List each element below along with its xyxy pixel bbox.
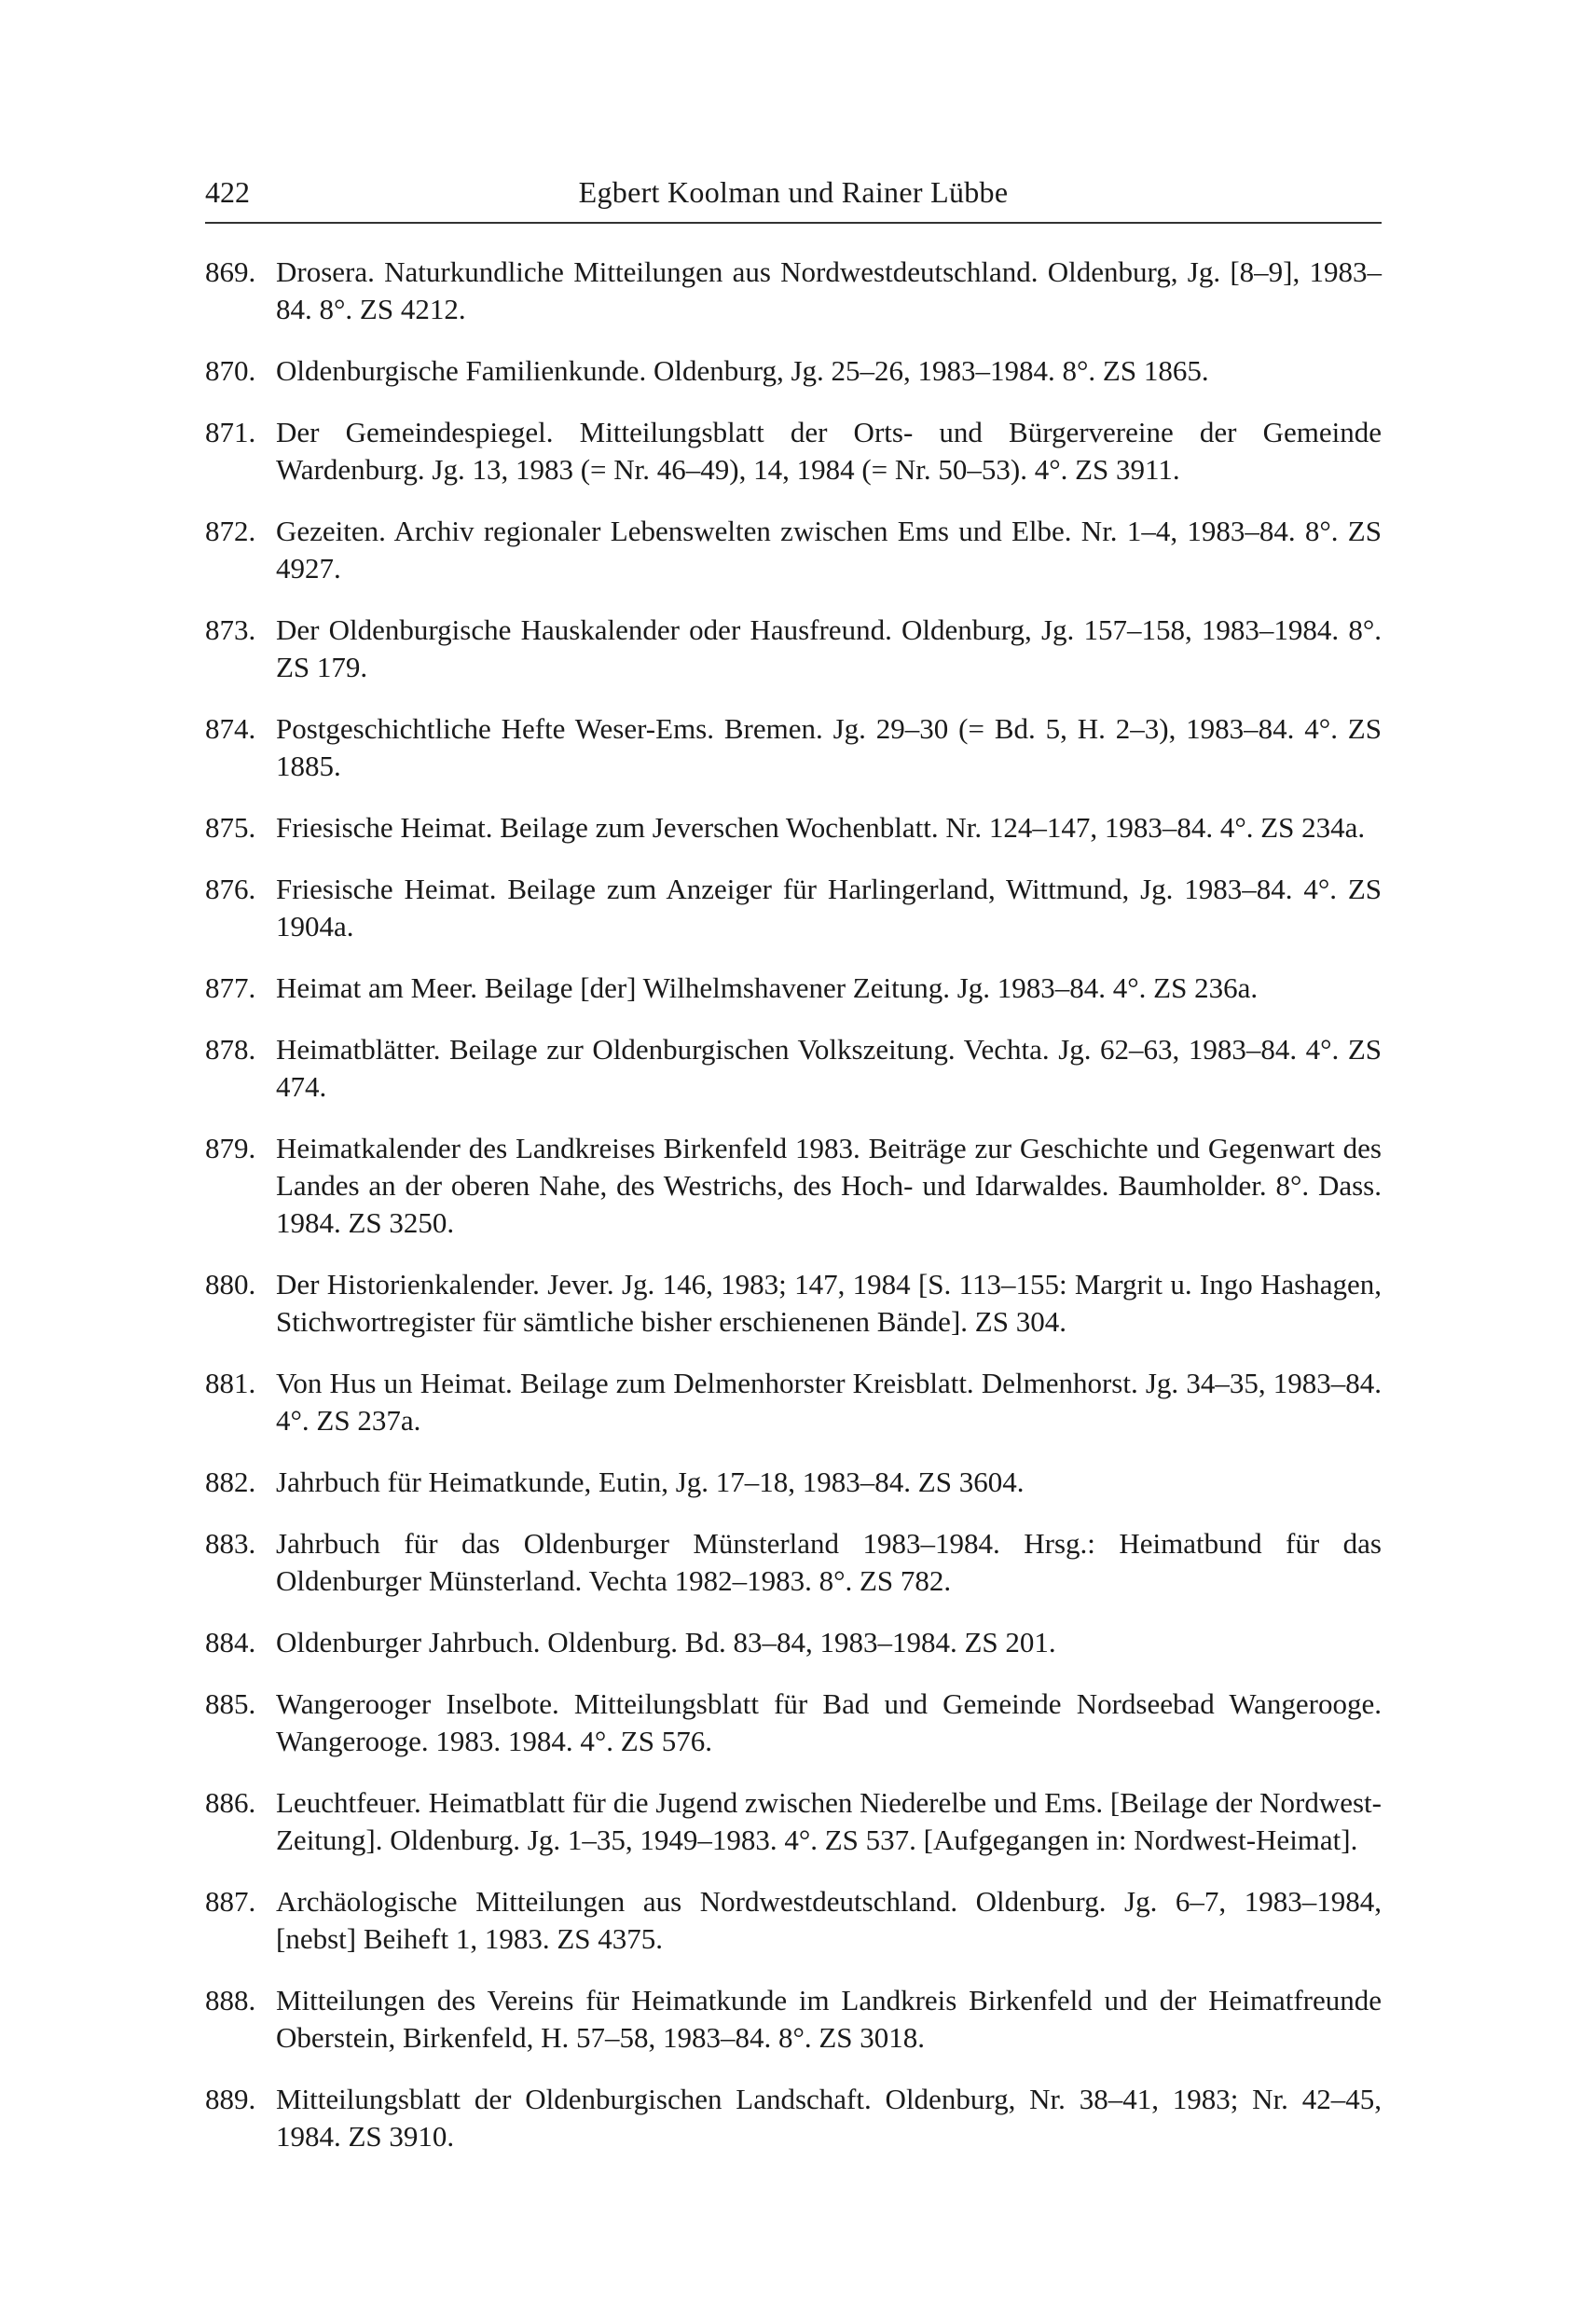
bibliography-entry	[205, 1365, 1382, 1439]
entry-text: Mitteilungen des Vereins für Heimatkunde im Landkreis Birkenfeld und der Heimatfreunde Oberstein, Birkenfeld, H. 57–58, 1983–84. 8°. ZS 3018.	[276, 1984, 1382, 2054]
entry-text: Von Hus un Heimat. Beilage zum Delmenhorster Kreisblatt. Delmenhorst. Jg. 34–35, 1983–84. 4°. ZS 237a.	[276, 1367, 1382, 1437]
entry-text: Der Historienkalender. Jever. Jg. 146, 1983; 147, 1984 [S. 113–155: Margrit u. Ingo Hashagen, Stichwortregister für sämtliche bisher erschienenen Bände]. ZS 304.	[276, 1268, 1382, 1338]
bibliography-entry	[205, 1982, 1382, 2057]
bibliography-entry	[205, 612, 1382, 686]
bibliography-entry	[205, 1624, 1382, 1661]
bibliography-entry	[205, 1784, 1382, 1859]
bibliography-entry	[205, 1883, 1382, 1958]
header-rule	[205, 222, 1382, 224]
entry-text: Friesische Heimat. Beilage zum Jeverschen Wochenblatt. Nr. 124–147, 1983–84. 4°. ZS 234a.	[276, 811, 1366, 844]
entry-number: 885.	[205, 1687, 256, 1720]
entry-number: 879.	[205, 1132, 256, 1164]
bibliography-entry	[205, 414, 1382, 489]
entry-text: Oldenburger Jahrbuch. Oldenburg. Bd. 83–84, 1983–1984. ZS 201.	[276, 1626, 1056, 1658]
entry-text: Wangerooger Inselbote. Mitteilungsblatt für Bad und Gemeinde Nordseebad Wangerooge. Wangerooge. 1983. 1984. 4°. ZS 576.	[276, 1687, 1382, 1757]
page-number: 422	[205, 175, 250, 209]
entry-text: Jahrbuch für das Oldenburger Münsterland 1983–1984. Hrsg.: Heimatbund für das Oldenburger Münsterland. Vechta 1982–1983. 8°. ZS 782.	[276, 1527, 1382, 1597]
entry-number: 878.	[205, 1033, 256, 1066]
entry-number: 887.	[205, 1885, 256, 1918]
bibliography-entry	[205, 871, 1382, 945]
bibliography-entry	[205, 1266, 1382, 1341]
entry-text: Postgeschichtliche Hefte Weser-Ems. Bremen. Jg. 29–30 (= Bd. 5, H. 2–3), 1983–84. 4°. ZS 1885.	[276, 712, 1382, 782]
bibliography-entry	[205, 1031, 1382, 1106]
entry-number: 883.	[205, 1527, 256, 1560]
entry-text: Der Gemeindespiegel. Mitteilungsblatt der Orts- und Bürgervereine der Gemeinde Wardenburg. Jg. 13, 1983 (= Nr. 46–49), 14, 1984 (= Nr. 50–53). 4°. ZS 3911.	[276, 416, 1382, 486]
entry-number: 880.	[205, 1268, 256, 1300]
entry-number: 874.	[205, 712, 256, 745]
bibliography-entry	[205, 970, 1382, 1007]
entry-number: 888.	[205, 1984, 256, 2016]
entry-text: Mitteilungsblatt der Oldenburgischen Landschaft. Oldenburg, Nr. 38–41, 1983; Nr. 42–45, 1984. ZS 3910.	[276, 2083, 1382, 2153]
entry-text: Leuchtfeuer. Heimatblatt für die Jugend zwischen Niederelbe und Ems. [Beilage der Nordwest-Zeitung]. Oldenburg. Jg. 1–35, 1949–1983. 4°. ZS 537. [Aufgegangen in: Nordwest-Heimat].	[276, 1786, 1382, 1856]
entry-number: 871.	[205, 416, 256, 448]
entry-text: Heimat am Meer. Beilage [der] Wilhelmshavener Zeitung. Jg. 1983–84. 4°. ZS 236a.	[276, 971, 1259, 1004]
running-head	[205, 168, 1382, 218]
running-head-title: Egbert Koolman und Rainer Lübbe	[578, 175, 1009, 209]
entry-text: Heimatkalender des Landkreises Birkenfeld 1983. Beiträge zur Geschichte und Gegenwart des Landes an der oberen Nahe, des Westrichs, des Hoch- und Idarwaldes. Baumholder. 8°. Dass. 1984. ZS 3250.	[276, 1132, 1382, 1239]
entry-number: 873.	[205, 613, 256, 646]
bibliography-entry	[205, 710, 1382, 785]
bibliography-entry	[205, 352, 1382, 390]
bibliography-entry	[205, 1686, 1382, 1760]
bibliography-entry	[205, 254, 1382, 328]
entry-number: 875.	[205, 811, 256, 844]
entry-text: Friesische Heimat. Beilage zum Anzeiger für Harlingerland, Wittmund, Jg. 1983–84. 4°. ZS 1904a.	[276, 873, 1382, 943]
bibliography-entry	[205, 809, 1382, 846]
entry-text: Drosera. Naturkundliche Mitteilungen aus Nordwestdeutschland. Oldenburg, Jg. [8–9], 1983–84. 8°. ZS 4212.	[276, 255, 1382, 325]
bibliography-list	[205, 254, 1382, 2180]
entry-number: 877.	[205, 971, 256, 1004]
entry-number: 886.	[205, 1786, 256, 1819]
entry-text: Jahrbuch für Heimatkunde, Eutin, Jg. 17–18, 1983–84. ZS 3604.	[276, 1466, 1025, 1498]
entry-number: 876.	[205, 873, 256, 905]
entry-text: Der Oldenburgische Hauskalender oder Hausfreund. Oldenburg, Jg. 157–158, 1983–1984. 8°. ZS 179.	[276, 613, 1382, 683]
bibliography-entry	[205, 513, 1382, 587]
entry-number: 882.	[205, 1466, 256, 1498]
entry-number: 869.	[205, 255, 256, 288]
entry-number: 884.	[205, 1626, 256, 1658]
entry-number: 889.	[205, 2083, 256, 2115]
bibliography-entry	[205, 1130, 1382, 1242]
entry-text: Gezeiten. Archiv regionaler Lebenswelten zwischen Ems und Elbe. Nr. 1–4, 1983–84. 8°. ZS 4927.	[276, 515, 1382, 585]
entry-number: 870.	[205, 354, 256, 387]
entry-number: 872.	[205, 515, 256, 547]
bibliography-entry	[205, 1525, 1382, 1600]
bibliography-entry	[205, 2081, 1382, 2155]
entry-number: 881.	[205, 1367, 256, 1399]
entry-text: Archäologische Mitteilungen aus Nordwestdeutschland. Oldenburg. Jg. 6–7, 1983–1984, [nebst] Beiheft 1, 1983. ZS 4375.	[276, 1885, 1382, 1955]
entry-text: Heimatblätter. Beilage zur Oldenburgischen Volkszeitung. Vechta. Jg. 62–63, 1983–84. 4°. ZS 474.	[276, 1033, 1382, 1103]
entry-text: Oldenburgische Familienkunde. Oldenburg, Jg. 25–26, 1983–1984. 8°. ZS 1865.	[276, 354, 1209, 387]
bibliography-entry	[205, 1464, 1382, 1501]
